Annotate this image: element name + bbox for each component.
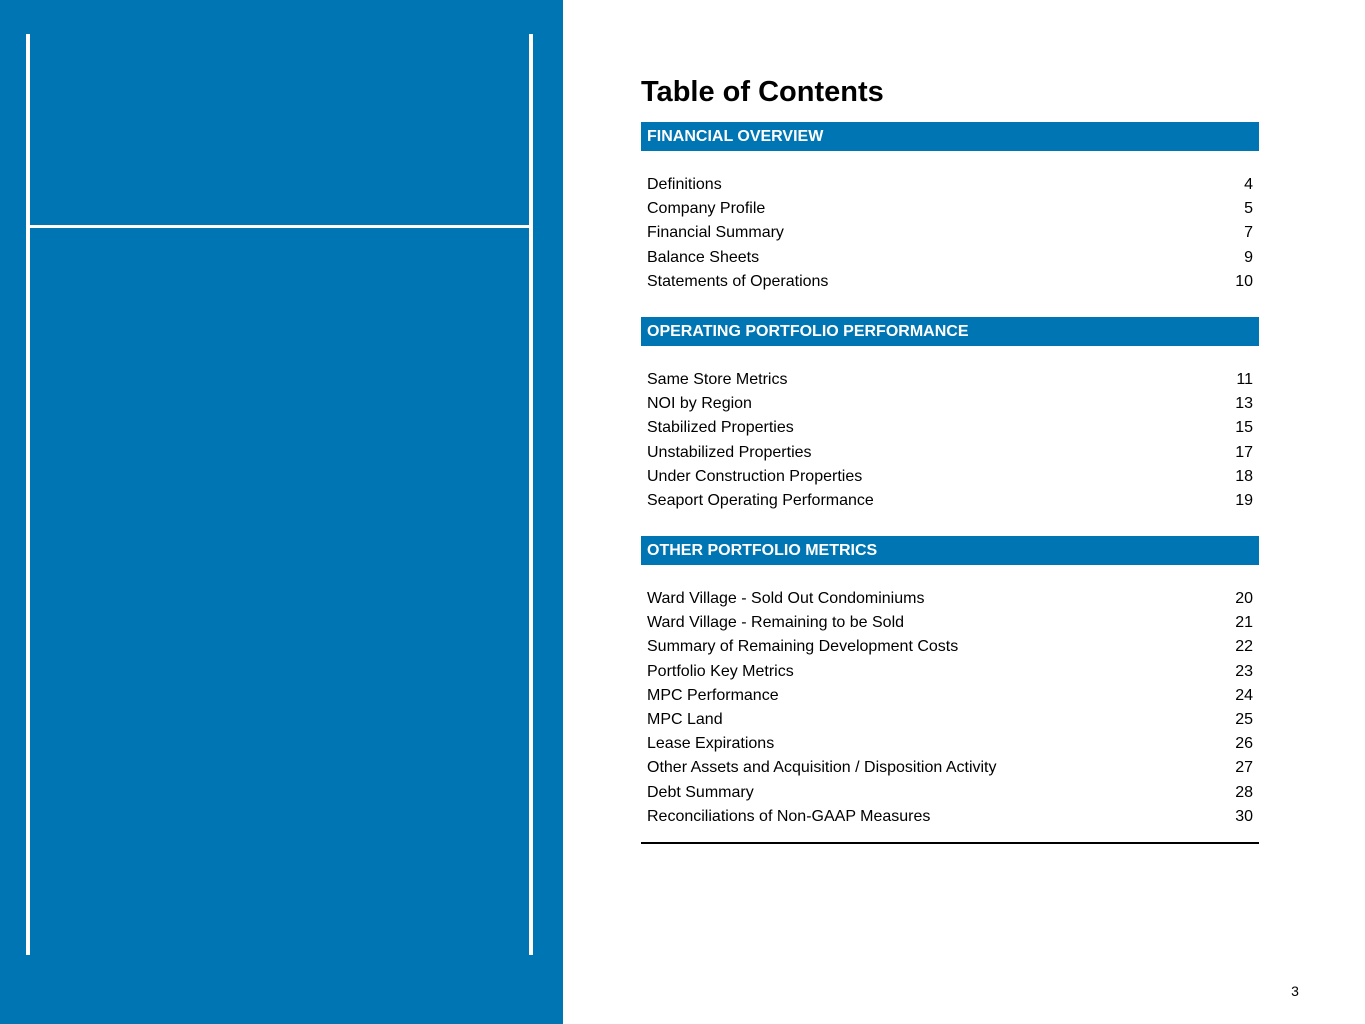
toc-entry-page: 9: [1244, 248, 1253, 266]
toc-entry-label: Debt Summary: [647, 783, 754, 801]
table-of-contents: [641, 70, 1259, 844]
toc-entry-page: 25: [1235, 711, 1253, 728]
toc-entry-page: 24: [1235, 686, 1253, 704]
toc-entry-page: 19: [1235, 491, 1253, 509]
cover-panel: [0, 0, 563, 1024]
toc-entry[interactable]: [641, 684, 1259, 708]
toc-entry-label: Other Assets and Acquisition / Disposition Activity: [647, 759, 997, 777]
frame-line-left: [26, 34, 30, 955]
toc-entry[interactable]: [641, 416, 1259, 440]
toc-entry-label: Portfolio Key Metrics: [647, 662, 794, 680]
toc-entry-label: Unstabilized Properties: [647, 443, 812, 461]
frame-line-right: [529, 34, 533, 955]
toc-entry[interactable]: [641, 756, 1259, 780]
toc-entry-list: [641, 368, 1259, 513]
toc-entry-label: Definitions: [647, 176, 722, 193]
toc-entry[interactable]: [641, 781, 1259, 805]
section-header: OPERATING PORTFOLIO PERFORMANCE: [641, 317, 1259, 346]
toc-entry-page: 15: [1235, 419, 1253, 437]
toc-section: [641, 122, 1259, 294]
toc-entry-page: 23: [1235, 662, 1253, 680]
toc-entry[interactable]: [641, 392, 1259, 416]
toc-entry[interactable]: [641, 587, 1259, 611]
toc-entry-page: 28: [1235, 783, 1253, 801]
toc-entry-page: 22: [1235, 638, 1253, 656]
toc-entry-page: 11: [1236, 370, 1253, 388]
toc-entry[interactable]: [641, 246, 1259, 270]
toc-entry-label: NOI by Region: [647, 395, 752, 413]
toc-entry[interactable]: [641, 173, 1259, 197]
toc-entry[interactable]: [641, 465, 1259, 489]
toc-entry-page: 10: [1235, 272, 1253, 290]
toc-entry-label: Reconciliations of Non-GAAP Measures: [647, 807, 931, 825]
toc-entry-label: Balance Sheets: [647, 248, 760, 266]
toc-entry-label: Stabilized Properties: [647, 419, 794, 437]
toc-entry[interactable]: [641, 368, 1259, 392]
toc-entry-page: 18: [1235, 467, 1253, 485]
toc-entry-label: Summary of Remaining Development Costs: [647, 638, 959, 656]
toc-entry-label: MPC Performance: [647, 686, 779, 704]
toc-entry-label: Company Profile: [647, 200, 766, 218]
toc-entry-label: Same Store Metrics: [647, 370, 788, 388]
toc-entry-list: [641, 173, 1259, 294]
toc-entry-list: [641, 587, 1259, 829]
toc-entry-page: 20: [1235, 590, 1253, 608]
toc-sections: [641, 122, 1259, 829]
toc-entry-label: Financial Summary: [647, 224, 784, 242]
toc-section: [641, 536, 1259, 829]
toc-entry-label: Ward Village - Remaining to be Sold: [647, 614, 905, 632]
toc-entry[interactable]: [641, 441, 1259, 465]
page-title: Table of Contents: [641, 76, 884, 108]
page-number: 3: [1291, 983, 1299, 999]
toc-entry-page: 30: [1235, 807, 1253, 825]
bottom-rule: [641, 842, 1259, 844]
toc-entry-label: Statements of Operations: [647, 272, 829, 290]
toc-entry[interactable]: [641, 221, 1259, 245]
toc-entry[interactable]: [641, 708, 1259, 732]
toc-entry-page: 7: [1244, 224, 1253, 242]
frame-line-horizontal: [30, 225, 529, 228]
toc-entry-label: Lease Expirations: [647, 735, 775, 753]
section-header: OTHER PORTFOLIO METRICS: [641, 536, 1259, 565]
toc-entry[interactable]: [641, 635, 1259, 659]
toc-entry[interactable]: [641, 611, 1259, 635]
toc-entry-label: MPC Land: [647, 711, 723, 728]
toc-entry-page: 4: [1244, 176, 1253, 193]
toc-entry[interactable]: [641, 660, 1259, 684]
toc-entry[interactable]: [641, 197, 1259, 221]
toc-entry-page: 27: [1235, 759, 1253, 777]
toc-section: [641, 317, 1259, 513]
toc-entry-label: Under Construction Properties: [647, 467, 863, 485]
toc-entry-page: 5: [1244, 200, 1253, 218]
toc-entry-page: 21: [1235, 614, 1253, 632]
toc-entry[interactable]: [641, 805, 1259, 829]
toc-entry-label: Seaport Operating Performance: [647, 491, 874, 509]
toc-entry-page: 13: [1235, 395, 1253, 413]
toc-entry[interactable]: [641, 270, 1259, 294]
toc-entry-page: 26: [1235, 735, 1253, 753]
toc-entry-label: Ward Village - Sold Out Condominiums: [647, 590, 925, 608]
toc-entry[interactable]: [641, 489, 1259, 513]
toc-entry-page: 17: [1235, 443, 1253, 461]
toc-entry[interactable]: [641, 732, 1259, 756]
section-header: FINANCIAL OVERVIEW: [641, 122, 1259, 151]
